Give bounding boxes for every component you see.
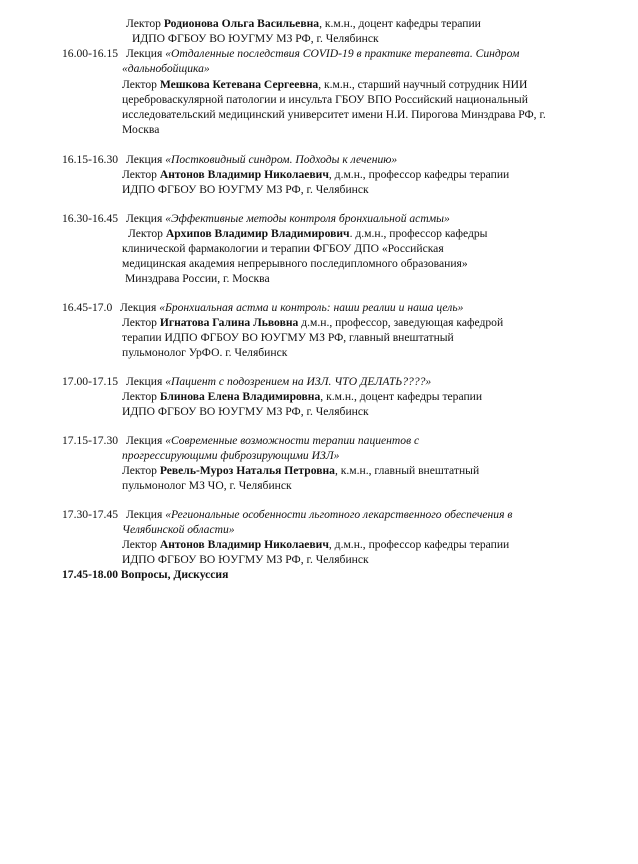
lecture-label: Лекция — [126, 434, 166, 447]
lecture-title — [126, 152, 397, 167]
session-time: 16.30-16.45 — [62, 212, 119, 225]
lecture-title-text: «Постковидный синдром. Подходы к лечению» — [165, 153, 398, 166]
lecturer-affiliation: медицинская академия непрерывного последипломного образования» — [122, 257, 468, 270]
session-time: 17.00-17.15 — [62, 375, 119, 388]
lecture-title-cont: прогрессирующими фиброзирующими ИЗЛ» — [122, 449, 340, 462]
lecture-title — [126, 46, 519, 61]
lecturer-name: Мешкова Кетевана Сергеевна — [159, 78, 319, 91]
lecture-title — [126, 211, 450, 226]
lecturer-affiliation: ИДПО ФГБОУ ВО ЮУГМУ МЗ РФ, г. Челябинск — [122, 183, 369, 196]
lecture-title-text: «Региональные особенности льготного лекарственного обеспечения в — [165, 508, 513, 521]
lecturer-credentials: , к.м.н., старший научный сотрудник НИИ — [318, 78, 528, 91]
lecturer-line — [122, 315, 503, 330]
lecturer-credentials: , к.м.н., доцент кафедры терапии — [319, 17, 481, 30]
lecturer-credentials: д.м.н., профессор, заведующая кафедрой — [298, 316, 504, 329]
lecturer-name: Антонов Владимир Николаевич — [159, 168, 329, 181]
lecturer-affiliation: пульмонолог УрФО. г. Челябинск — [122, 346, 288, 359]
lecturer-name: Антонов Владимир Николаевич — [159, 538, 329, 551]
lecture-title-text: «Отдаленные последствия COVID-19 в практике терапевта. Синдром — [165, 47, 520, 60]
lecture-title-text: «Пациент с подозрением на ИЗЛ. ЧТО ДЕЛАТЬ????» — [165, 375, 432, 388]
lecture-title — [126, 433, 419, 448]
lecturer-credentials: , к.м.н., доцент кафедры терапии — [320, 390, 483, 403]
lecture-label: Лекция — [126, 375, 166, 388]
lecture-title-text: «Современные возможности терапии пациентов с — [165, 434, 420, 447]
lecturer-line — [122, 167, 509, 182]
lecturer-line — [122, 389, 482, 404]
lecturer-affiliation: клинической фармакологии и терапии ФГБОУ ДПО «Российская — [122, 242, 444, 255]
lecturer-affiliation: ИДПО ФГБОУ ВО ЮУГМУ МЗ РФ, г. Челябинск — [122, 405, 369, 418]
lecturer-prefix: Лектор — [122, 78, 160, 91]
lecture-title — [126, 507, 512, 522]
lecturer-prefix: Лектор — [122, 464, 160, 477]
lecturer-affiliation: ИДПО ФГБОУ ВО ЮУГМУ МЗ РФ, г. Челябинск — [122, 553, 369, 566]
lecture-label: Лекция — [126, 508, 166, 521]
lecture-label: Лекция — [126, 212, 166, 225]
lecturer-name: Родионова Ольга Васильевна — [163, 17, 320, 30]
lecturer-affiliation: цереброваскулярной патологии и инсульта ГБОУ ВПО Российский национальный — [122, 93, 528, 106]
lecturer-credentials: , д.м.н., профессор кафедры терапии — [328, 168, 510, 181]
session-time: 16.00-16.15 — [62, 47, 119, 60]
lecturer-prefix: Лектор — [128, 227, 166, 240]
session-time: 16.45-17.0 — [62, 301, 113, 314]
session-time: 16.15-16.30 — [62, 153, 119, 166]
lecturer-prefix: Лектор — [126, 17, 164, 30]
lecturer-line — [122, 77, 527, 92]
lecturer-name: Архипов Владимир Владимирович — [165, 227, 350, 240]
lecturer-affiliation: пульмонолог МЗ ЧО, г. Челябинск — [122, 479, 292, 492]
lecturer-prefix: Лектор — [122, 538, 160, 551]
lecture-label: Лекция — [120, 301, 160, 314]
lecturer-affiliation: терапии ИДПО ФГБОУ ВО ЮУГМУ МЗ РФ, главный внештатный — [122, 331, 454, 344]
discussion-session: 17.45-18.00 Вопросы, Дискуссия — [62, 568, 229, 581]
lecturer-prefix: Лектор — [122, 316, 160, 329]
lecturer-name: Блинова Елена Владимировна — [159, 390, 321, 403]
lecturer-prefix: Лектор — [122, 168, 160, 181]
lecturer-credentials: , к.м.н., главный внештатный — [334, 464, 480, 477]
lecturer-affiliation: Минздрава России, г. Москва — [125, 272, 270, 285]
lecture-title-text: «Бронхиальная астма и контроль: наши реалии и наша цель» — [159, 301, 464, 314]
lecturer-name: Игнатова Галина Львовна — [159, 316, 299, 329]
lecturer-name: Ревель-Муроз Наталья Петровна — [159, 464, 335, 477]
lecture-title — [120, 300, 463, 315]
lecture-title-cont: Челябинской области» — [122, 523, 235, 536]
lecture-title-cont: «дальнобойщика» — [122, 62, 210, 75]
lecture-title — [126, 374, 431, 389]
lecture-label: Лекция — [126, 153, 166, 166]
lecture-label: Лекция — [126, 47, 166, 60]
session-time: 17.15-17.30 — [62, 434, 119, 447]
lecturer-line — [126, 16, 481, 31]
lecturer-affiliation: исследовательский медицинский университет имени Н.И. Пирогова Минздрава РФ, г. — [122, 108, 546, 121]
lecturer-affiliation: ИДПО ФГБОУ ВО ЮУГМУ МЗ РФ, г. Челябинск — [132, 32, 379, 45]
lecturer-credentials: , д.м.н., профессор кафедры терапии — [328, 538, 510, 551]
lecturer-prefix: Лектор — [122, 390, 160, 403]
lecturer-line — [128, 226, 487, 241]
lecturer-affiliation: Москва — [122, 123, 160, 136]
lecturer-credentials: . д.м.н., профессор кафедры — [349, 227, 488, 240]
lecture-title-text: «Эффективные методы контроля бронхиальной астмы» — [165, 212, 450, 225]
lecturer-line — [122, 463, 479, 478]
lecturer-line — [122, 537, 509, 552]
session-time: 17.30-17.45 — [62, 508, 119, 521]
